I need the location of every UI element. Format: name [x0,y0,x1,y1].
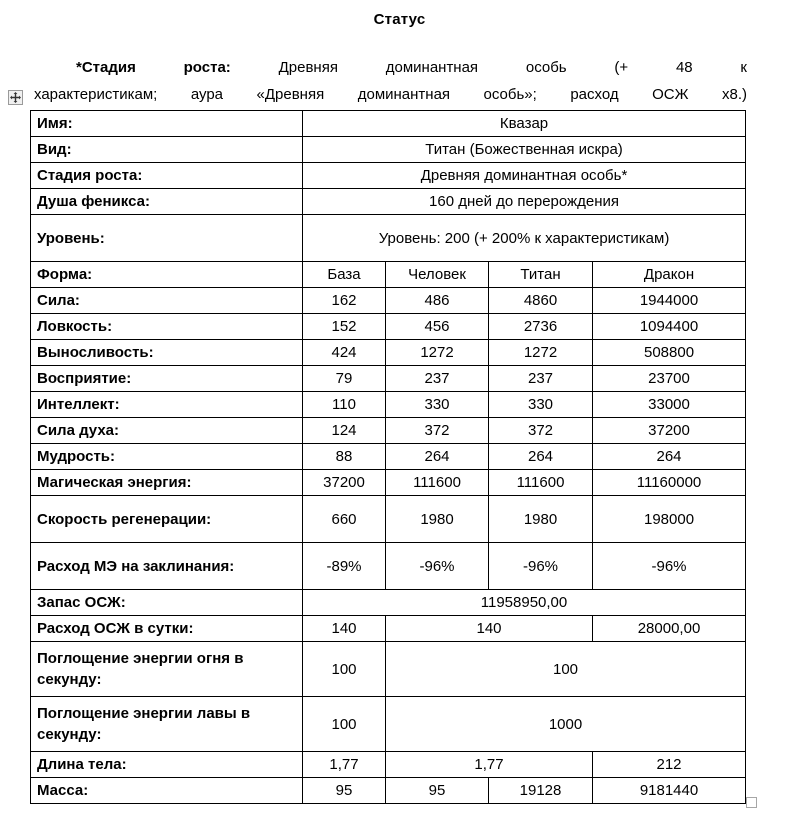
row-value-level: Уровень: 200 (+ 200% к характеристикам) [303,215,746,262]
row-label-magic-energy: Магическая энергия: [31,470,303,496]
table-row [31,314,746,340]
table-resize-handle-icon[interactable] [746,797,757,808]
cell-intellect-human: 330 [386,392,489,418]
cell-mass-titan: 19128 [489,778,593,804]
table-row [31,137,746,163]
cell-osg-daily-base: 140 [303,616,386,642]
table-row [31,111,746,137]
cell-regen-speed-titan: 1980 [489,496,593,543]
row-value-species: Титан (Божественная искра) [303,137,746,163]
table-row [31,163,746,189]
table-row [31,392,746,418]
row-value-name: Квазар [303,111,746,137]
table-row [31,778,746,804]
cell-willpower-dragon: 37200 [593,418,746,444]
table-row [31,215,746,262]
cell-wisdom-base: 88 [303,444,386,470]
row-label-willpower: Сила духа: [31,418,303,444]
cell-osg-stock-value: 11958950,00 [303,590,746,616]
cell-mass-base: 95 [303,778,386,804]
table-row [31,366,746,392]
row-label-growth-stage: Стадия роста: [31,163,303,189]
row-label-regen-speed: Скорость регенерации: [31,496,303,543]
cell-regen-speed-human: 1980 [386,496,489,543]
cell-endurance-titan: 1272 [489,340,593,366]
cell-magic-energy-titan: 111600 [489,470,593,496]
column-header-titan: Титан [489,262,593,288]
cell-magic-energy-base: 37200 [303,470,386,496]
row-label-mana-cost: Расход МЭ на заклинания: [31,543,303,590]
cell-willpower-titan: 372 [489,418,593,444]
column-header-form: Форма: [31,262,303,288]
table-row [31,340,746,366]
row-label-strength: Сила: [31,288,303,314]
growth-stage-note-line2: характеристикам; аура «Древняя доминантная особь»; расход ОСЖ х8.) [34,86,747,103]
row-label-phoenix-soul: Душа феникса: [31,189,303,215]
table-row [31,642,746,697]
row-value-phoenix-soul: 160 дней до перерождения [303,189,746,215]
cell-endurance-base: 424 [303,340,386,366]
row-value-growth-stage: Древняя доминантная особь* [303,163,746,189]
cell-agility-human: 456 [386,314,489,340]
cell-agility-dragon: 1094400 [593,314,746,340]
cell-lava-absorb-base: 100 [303,697,386,752]
row-label-agility: Ловкость: [31,314,303,340]
cell-fire-absorb-base: 100 [303,642,386,697]
column-header-dragon: Дракон [593,262,746,288]
cell-endurance-dragon: 508800 [593,340,746,366]
table-row [31,496,746,543]
cell-magic-energy-human: 111600 [386,470,489,496]
cell-mana-cost-human: -96% [386,543,489,590]
cell-wisdom-titan: 264 [489,444,593,470]
cell-strength-dragon: 1944000 [593,288,746,314]
growth-stage-note-label: *Стадия роста: [76,59,231,76]
table-row [31,697,746,752]
row-label-mass: Масса: [31,778,303,804]
cell-intellect-base: 110 [303,392,386,418]
row-label-lava-absorb: Поглощение энергии лавы в секунду: [31,697,303,752]
cell-willpower-base: 124 [303,418,386,444]
growth-stage-note [0,28,799,108]
table-row [31,616,746,642]
cell-strength-base: 162 [303,288,386,314]
cell-intellect-titan: 330 [489,392,593,418]
table-header-row [31,262,746,288]
cell-regen-speed-dragon: 198000 [593,496,746,543]
page-title: Статус [373,11,426,28]
table-row [31,189,746,215]
cell-perception-base: 79 [303,366,386,392]
row-label-fire-absorb: Поглощение энергии огня в секунду: [31,642,303,697]
cell-regen-speed-base: 660 [303,496,386,543]
cell-mana-cost-titan: -96% [489,543,593,590]
cell-mass-dragon: 9181440 [593,778,746,804]
cell-willpower-human: 372 [386,418,489,444]
cell-lava-absorb-rest: 1000 [386,697,746,752]
row-label-wisdom: Мудрость: [31,444,303,470]
cell-mass-human: 95 [386,778,489,804]
cell-fire-absorb-rest: 100 [386,642,746,697]
table-row [31,470,746,496]
row-label-body-length: Длина тела: [31,752,303,778]
cell-strength-human: 486 [386,288,489,314]
table-row [31,543,746,590]
status-table [30,110,746,804]
cell-body-length-dragon: 212 [593,752,746,778]
table-move-handle-icon[interactable] [8,90,23,105]
cell-magic-energy-dragon: 11160000 [593,470,746,496]
cell-intellect-dragon: 33000 [593,392,746,418]
cell-agility-base: 152 [303,314,386,340]
row-label-species: Вид: [31,137,303,163]
row-label-name: Имя: [31,111,303,137]
table-row [31,288,746,314]
cell-body-length-middle: 1,77 [386,752,593,778]
cell-mana-cost-dragon: -96% [593,543,746,590]
cell-mana-cost-base: -89% [303,543,386,590]
cell-perception-dragon: 23700 [593,366,746,392]
growth-stage-note-line1: Древняя доминантная особь (+ 48 к [278,59,747,76]
row-label-perception: Восприятие: [31,366,303,392]
row-label-osg-stock: Запас ОСЖ: [31,590,303,616]
cell-perception-human: 237 [386,366,489,392]
cell-body-length-base: 1,77 [303,752,386,778]
table-row [31,590,746,616]
column-header-human: Человек [386,262,489,288]
cell-agility-titan: 2736 [489,314,593,340]
table-row [31,418,746,444]
row-label-intellect: Интеллект: [31,392,303,418]
cell-wisdom-dragon: 264 [593,444,746,470]
cell-wisdom-human: 264 [386,444,489,470]
table-row [31,444,746,470]
cell-endurance-human: 1272 [386,340,489,366]
row-label-endurance: Выносливость: [31,340,303,366]
cell-osg-daily-dragon: 28000,00 [593,616,746,642]
row-label-level: Уровень: [31,215,303,262]
cell-perception-titan: 237 [489,366,593,392]
column-header-base: База [303,262,386,288]
cell-osg-daily-middle: 140 [386,616,593,642]
row-label-osg-daily: Расход ОСЖ в сутки: [31,616,303,642]
cell-strength-titan: 4860 [489,288,593,314]
table-row [31,752,746,778]
